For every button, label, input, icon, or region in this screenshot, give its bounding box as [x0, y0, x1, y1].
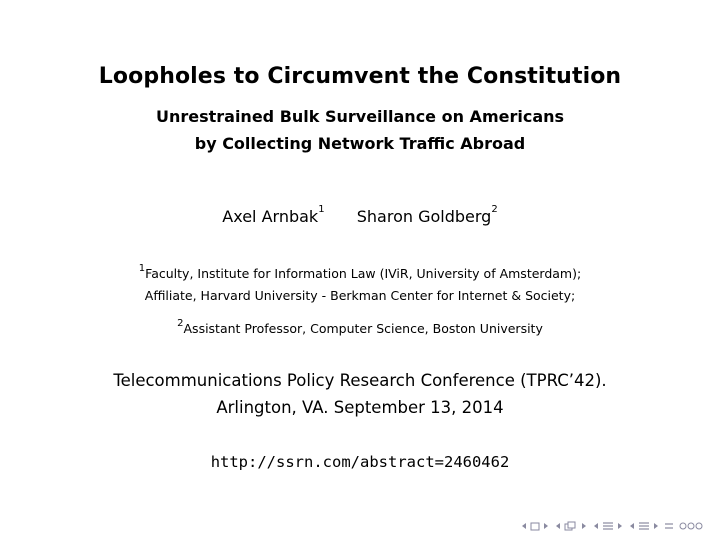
subsection-icon[interactable] [564, 520, 578, 532]
affiliation-mark: 1 [138, 263, 146, 274]
section-icon[interactable] [602, 520, 614, 532]
frame-icon[interactable] [530, 520, 540, 532]
author-name: Axel Arnbak [222, 207, 319, 226]
affiliation-text: Affiliate, Harvard University - Berkman Center for Internet & Society; [144, 288, 576, 303]
frame-nav-group [520, 520, 550, 532]
frame-prev-icon[interactable] [520, 520, 528, 532]
slide-subtitle-line-2: by Collecting Network Traffic Abroad [194, 134, 526, 153]
author-affiliation-mark: 1 [318, 204, 325, 215]
beamer-navigation-bar [520, 519, 704, 533]
authors [0, 204, 720, 226]
conference-name: Telecommunications Policy Research Conference (TPRC’42). [113, 371, 607, 390]
affiliation-text: Assistant Professor, Computer Science, Boston University [183, 321, 543, 336]
frame-next-icon[interactable] [542, 520, 550, 532]
slide-icon[interactable] [638, 520, 650, 532]
author-affiliation-mark: 2 [491, 204, 498, 215]
affiliation-mark: 2 [177, 318, 184, 329]
subsection-prev-icon[interactable] [554, 520, 562, 532]
section-nav-group [592, 520, 624, 532]
search-icon[interactable] [678, 520, 704, 532]
author-name: Sharon Goldberg [356, 207, 492, 226]
conference-location-date: Arlington, VA. September 13, 2014 [216, 398, 504, 417]
affiliation-text: Faculty, Institute for Information Law (IViR, University of Amsterdam); [145, 266, 582, 281]
paper-url[interactable]: http://ssrn.com/abstract=2460462 [210, 453, 510, 471]
affiliation-2 [0, 318, 720, 336]
slide-next-icon[interactable] [652, 520, 660, 532]
subsection-nav-group [554, 520, 588, 532]
affiliation-1 [0, 263, 720, 281]
section-next-icon[interactable] [616, 520, 624, 532]
affiliation-1-continued [0, 288, 720, 303]
slide-title: Loopholes to Circumvent the Constitution [98, 64, 622, 89]
align-icon[interactable] [664, 520, 674, 532]
slide-subtitle-line-1: Unrestrained Bulk Surveillance on Americans [155, 107, 565, 126]
subsection-next-icon[interactable] [580, 520, 588, 532]
section-prev-icon[interactable] [592, 520, 600, 532]
slide-nav-group [628, 520, 660, 532]
slide-prev-icon[interactable] [628, 520, 636, 532]
